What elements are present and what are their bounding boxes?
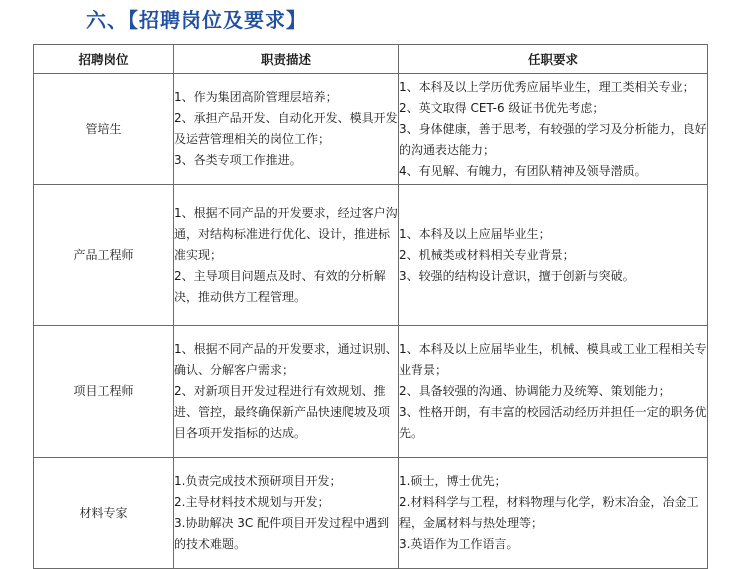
requirement-line: 3、身体健康，善于思考，有较强的学习及分析能力，良好的沟通表达能力；	[399, 121, 707, 157]
requirements-cell	[399, 458, 708, 569]
duties-cell	[174, 326, 399, 458]
table-row	[34, 458, 708, 569]
table-row	[34, 185, 708, 326]
duty-line: 3、各类专项工作推进。	[174, 153, 302, 167]
requirement-line: 1、本科及以上应届毕业生；	[399, 226, 551, 241]
position-cell: 项目工程师	[34, 326, 174, 458]
requirements-cell	[399, 326, 708, 458]
duty-line: 2、对新项目开发过程进行有效规划、推进、管控，最终确保新产品快速爬坡及项目各项开发指标的达成。	[174, 384, 391, 440]
requirement-line: 2、英文取得 CET-6 级证书优先考虑；	[399, 100, 605, 115]
requirement-line: 2、机械类或材料相关专业背景；	[399, 247, 575, 262]
duty-line: 2、承担产品开发、自动化开发、模具开发及运营管理相关的岗位工作；	[174, 111, 398, 146]
duty-line: 2、主导项目问题点及时、有效的分析解决，推动供方工程管理。	[174, 268, 386, 304]
requirement-line: 4、有见解、有魄力，有团队精神及领导潜质。	[399, 163, 647, 178]
duties-cell	[174, 458, 399, 569]
table-row	[34, 74, 708, 185]
requirements-cell	[399, 74, 708, 185]
header-position: 招聘岗位	[34, 45, 174, 74]
requirement-line: 3、较强的结构设计意识，擅于创新与突破。	[399, 268, 635, 283]
duty-line: 1.负责完成技术预研项目开发；	[174, 474, 342, 488]
duty-line: 3.协助解决 3C 配件项目开发过程中遇到的技术难题。	[174, 516, 390, 551]
duties-cell	[174, 74, 399, 185]
table-row	[34, 326, 708, 458]
requirement-line: 1、本科及以上应届毕业生，机械、模具或工业工程相关专业背景；	[399, 342, 707, 377]
requirement-line: 1、本科及以上学历优秀应届毕业生，理工类相关专业；	[399, 79, 695, 94]
requirement-line: 2.材料科学与工程，材料物理与化学，粉末冶金，冶金工程，金属材料与热处理等；	[399, 495, 699, 530]
requirement-line: 3.英语作为工作语言。	[399, 537, 519, 551]
recruitment-table	[33, 44, 708, 569]
duties-cell	[174, 185, 399, 326]
duty-line: 1、根据不同产品的开发要求，经过客户沟通，对结构标准进行优化、设计，推进标准实现；	[174, 205, 398, 262]
requirement-line: 1.硕士，博士优先；	[399, 474, 507, 488]
header-duties: 职责描述	[174, 45, 399, 74]
header-requirements: 任职要求	[399, 45, 708, 74]
duty-line: 1、根据不同产品的开发要求，通过识别、确认、分解客户需求；	[174, 342, 398, 377]
position-cell: 材料专家	[34, 458, 174, 569]
position-cell: 管培生	[34, 74, 174, 185]
table-header-row	[34, 45, 708, 74]
position-cell: 产品工程师	[34, 185, 174, 326]
duty-line: 1、作为集团高阶管理层培养；	[174, 90, 338, 104]
duty-line: 2.主导材料技术规划与开发；	[174, 495, 330, 509]
requirement-line: 3、性格开朗，有丰富的校园活动经历并担任一定的职务优先。	[399, 405, 707, 440]
requirement-line: 2、具备较强的沟通、协调能力及统筹、策划能力；	[399, 384, 671, 398]
requirements-cell	[399, 185, 708, 326]
section-heading: 六、【招聘岗位及要求】	[86, 8, 307, 32]
